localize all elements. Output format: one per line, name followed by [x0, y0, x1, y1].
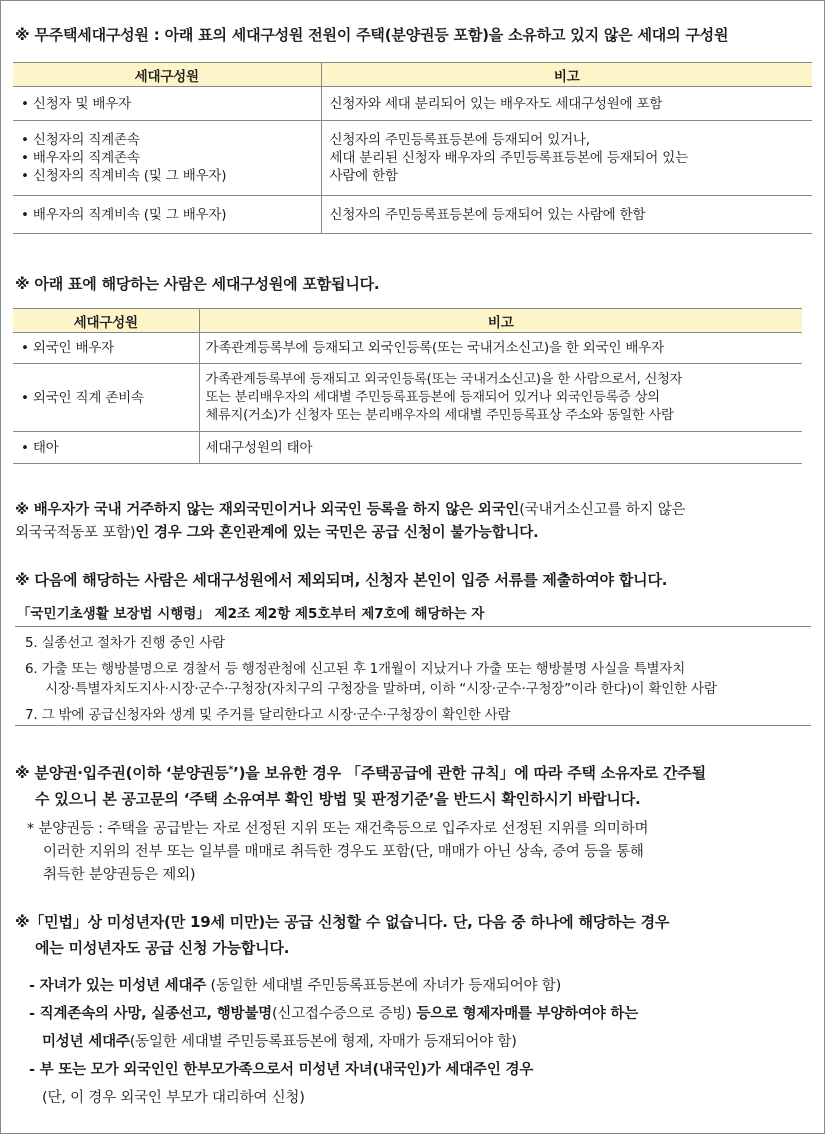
excluded-subheader-row: [15, 597, 811, 627]
section2-title: ※ 아래 표에 해당하는 사람은 세대구성원에 포함됩니다.: [15, 275, 380, 293]
note-cell: 가족관계등록부에 등재되고 외국인등록(또는 국내거소신고)을 한 외국인 배우자: [199, 333, 802, 364]
member-cell: • 신청자 및 배우자: [13, 87, 321, 121]
table-row: [13, 432, 802, 464]
table-row: [13, 333, 802, 364]
table-row: [13, 364, 802, 432]
member-cell: • 외국인 배우자: [13, 333, 199, 364]
minor-exception-item: - 자녀가 있는 미성년 세대주 (동일한 세대별 주민등록표등본에 자녀가 등재되어야 함): [29, 978, 562, 994]
section1-title: ※ 무주택세대구성원 : 아래 표의 세대구성원 전원이 주택(분양권등 포함)을 소유하고 있지 않은 세대의 구성원: [15, 26, 729, 44]
excluded-item: 5. 실종선고 절차가 진행 중인 사람: [25, 635, 225, 651]
member-cell: • 태아: [13, 432, 199, 464]
member-cell: • 신청자의 직계존속 • 배우자의 직계존속 • 신청자의 직계비속 (및 그 배우자): [13, 121, 321, 196]
presale-right-notice: ※ 분양권·입주권(이하 ‘분양권등*’)을 보유한 경우 「주택공급에 관한 규칙」에 따라 주택 소유자로 간주될 수 있으니 본 공고문의 ‘주택 소유여부 확인 방법 및 판정기준’을 반드시 확인하시기 바랍니다.: [15, 764, 706, 808]
table-header-row: [13, 309, 802, 333]
column-header: 세대구성원: [13, 309, 199, 333]
included-member-table: [13, 308, 802, 464]
excluded-subheader: 「국민기초생활 보장법 시행령」 제2조 제2항 제5호부터 제7호에 해당하는 자: [17, 606, 485, 622]
table-row: [13, 196, 812, 234]
member-cell: • 외국인 직계 존비속: [13, 364, 199, 432]
excluded-item: 7. 그 밖에 공급신청자와 생계 및 주거를 달리한다고 시장·군수·구청장이 확인한 사람: [25, 707, 511, 723]
table-row: [13, 121, 812, 196]
member-cell: • 배우자의 직계비속 (및 그 배우자): [13, 196, 321, 234]
section4-title: ※ 다음에 해당하는 사람은 세대구성원에서 제외되며, 신청자 본인이 입증 서류를 제출하여야 합니다.: [15, 571, 668, 589]
minor-notice: ※「민법」상 미성년자(만 19세 미만)는 공급 신청할 수 없습니다. 단, 다음 중 하나에 해당하는 경우 에는 미성년자도 공급 신청 가능합니다.: [15, 913, 670, 957]
household-member-table: [13, 62, 812, 234]
note-cell: 세대구성원의 태아: [199, 432, 802, 464]
note-cell: 신청자와 세대 분리되어 있는 배우자도 세대구성원에 포함: [321, 87, 812, 121]
table-header-row: [13, 63, 812, 87]
excluded-item: 6. 가출 또는 행방불명으로 경찰서 등 행정관청에 신고된 후 1개월이 지났거나 가출 또는 행방불명 사실을 특별자치: [25, 661, 686, 677]
note-cell: 신청자의 주민등록표등본에 등재되어 있는 사람에 한함: [321, 196, 812, 234]
minor-exception-item-continued: 미성년 세대주(동일한 세대별 주민등록표등본에 형제, 자매가 등재되어야 함): [42, 1034, 517, 1050]
divider: [15, 725, 811, 726]
column-header: 세대구성원: [13, 63, 321, 87]
column-header: 비고: [321, 63, 812, 87]
minor-exception-item-continued: (단, 이 경우 외국인 부모가 대리하여 신청): [42, 1090, 305, 1106]
presale-right-footnote: * 분양권등 : 주택을 공급받는 자로 선정된 지위 또는 재건축등으로 입주자로 선정된 지위를 의미하며 이러한 지위의 전부 또는 일부를 매매로 취득한 경우도 포함(단, 매매가 아닌 상속, 증여 등을 통해 취득한 분양권등은 제외): [27, 821, 649, 883]
minor-exception-list: [29, 972, 638, 1112]
note-cell: 신청자의 주민등록표등본에 등재되어 있거나, 세대 분리된 신청자 배우자의 주민등록표등본에 등재되어 있는 사람에 한함: [321, 121, 812, 196]
foreign-spouse-notice: ※ 배우자가 국내 거주하지 않는 재외국민이거나 외국인 등록을 하지 않은 외국인(국내거소신고를 하지 않은 외국국적동포 포함)인 경우 그와 혼인관계에 있는 국민은 공급 신청이 불가능합니다.: [15, 502, 686, 541]
table-row: [13, 87, 812, 121]
column-header: 비고: [199, 309, 802, 333]
note-cell: 가족관계등록부에 등재되고 외국인등록(또는 국내거소신고)을 한 사람으로서, 신청자 또는 분리배우자의 세대별 주민등록표등본에 등재되어 있거나 외국인등록증 상의 체류지(거소)가 신청자 또는 분리배우자의 세대별 주민등록표상 주소와 동일한 사람: [199, 364, 802, 432]
minor-exception-item: - 직계존속의 사망, 실종선고, 행방불명(신고접수증으로 증빙) 등으로 형제자매를 부양하여야 하는: [29, 1006, 639, 1022]
minor-exception-item: - 부 또는 모가 외국인인 한부모가족으로서 미성년 자녀(내국인)가 세대주인 경우: [29, 1062, 534, 1078]
excluded-item-continued: 시장·특별자치도지사·시장·군수·구청장(자치구의 구청장을 말하며, 이하 “시장·군수·구청장”이라 한다)이 확인한 사람: [45, 681, 717, 697]
